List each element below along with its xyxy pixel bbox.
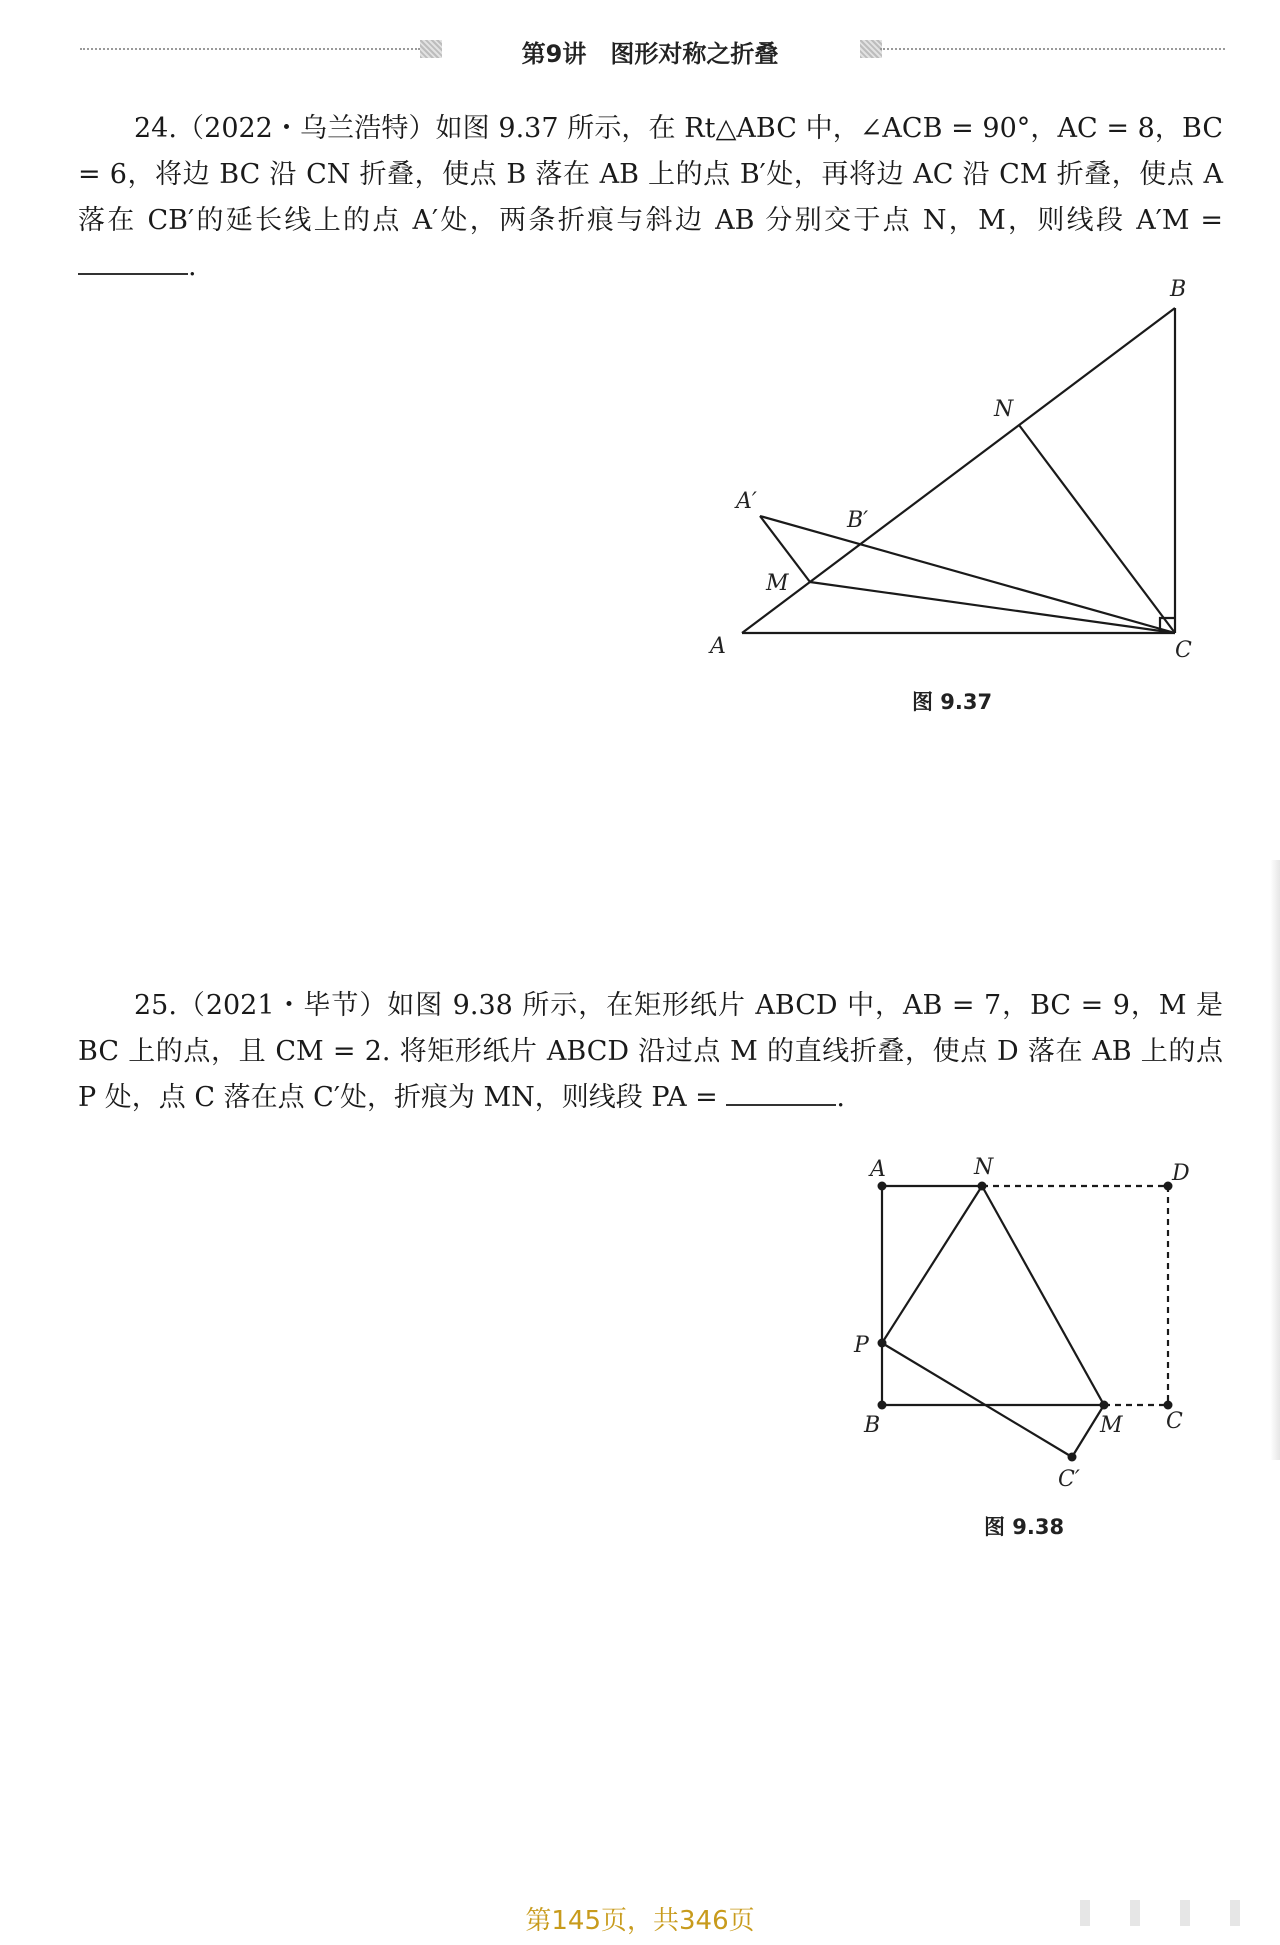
label38-D: D [1172,1161,1190,1186]
point-N [978,1182,987,1191]
viewer-bar-icon[interactable] [1180,1900,1190,1926]
point-M [1100,1401,1109,1410]
label-B: B [1170,277,1187,302]
label-A: A [710,634,726,659]
label-N: N [994,397,1014,422]
label-C: C [1175,638,1192,663]
point-P [878,1339,887,1348]
segment-NP [882,1186,982,1343]
viewer-bar-icon[interactable] [1230,1900,1240,1926]
chapter-title: 第9讲 图形对称之折叠 [521,40,779,68]
point-B [878,1401,887,1410]
label38-P: P [854,1333,869,1358]
page-indicator: 第145页，共346页 [525,1906,755,1936]
label38-A: A [870,1157,886,1182]
point-A [878,1182,887,1191]
problem-24-end: . [188,251,197,282]
crease-CM [810,582,1175,633]
label38-M: M [1100,1413,1123,1438]
label-M: M [766,571,789,596]
viewer-bar-icon[interactable] [1130,1900,1140,1926]
label38-B: B [864,1413,881,1438]
figure-9-38 [853,1155,1190,1492]
problem-25-text: 25.（2021・毕节）如图 9.38 所示，在矩形纸片 ABCD 中，AB = 7，BC = 9，M 是 BC 上的点，且 CM = 2. 将矩形纸片 ABCD 沿过点 M 的直线折叠，使点 D 落在 AB 上的点 P 处，点 C 落在点 C′处，折痕为 MN，则线段 PA = [78,990,1223,1113]
segment-PC-prime [882,1343,1072,1457]
viewer-bar-icon[interactable] [1080,1900,1090,1926]
viewer-tool-icon[interactable] [1050,1896,1260,1932]
problem-24-text: 24.（2022・乌兰浩特）如图 9.37 所示，在 Rt△ABC 中，∠ACB = 90°，AC = 8，BC = 6，将边 BC 沿 CN 折叠，使点 B 落在 AB 上的点 B′处，再将边 AC 沿 CM 折叠，使点 A 落在 CB′的延长线上的点 A′处，两条折痕与斜边 AB 分别交于点 N，M，则线段 A′M = [78,113,1223,236]
label38-N: N [974,1155,994,1180]
segment-CA-prime [760,516,1175,633]
problem-25 [78,983,1223,1121]
label38-C: C [1166,1409,1183,1434]
page-edge-shadow [1270,860,1280,1460]
label38-C-prime: C′ [1058,1467,1080,1492]
problem-25-end: . [836,1082,845,1113]
crease-CN [1019,425,1175,633]
figure-9-38-caption: 图 9.38 [984,1515,1065,1539]
answer-blank-25 [726,1078,836,1106]
label-A-prime: A′ [736,489,757,514]
crease-MN [982,1186,1104,1405]
segment-AB [742,308,1175,633]
figure-9-37-caption: 图 9.37 [912,690,993,714]
label-B-prime: B′ [847,508,869,533]
point-C-prime [1068,1453,1077,1462]
